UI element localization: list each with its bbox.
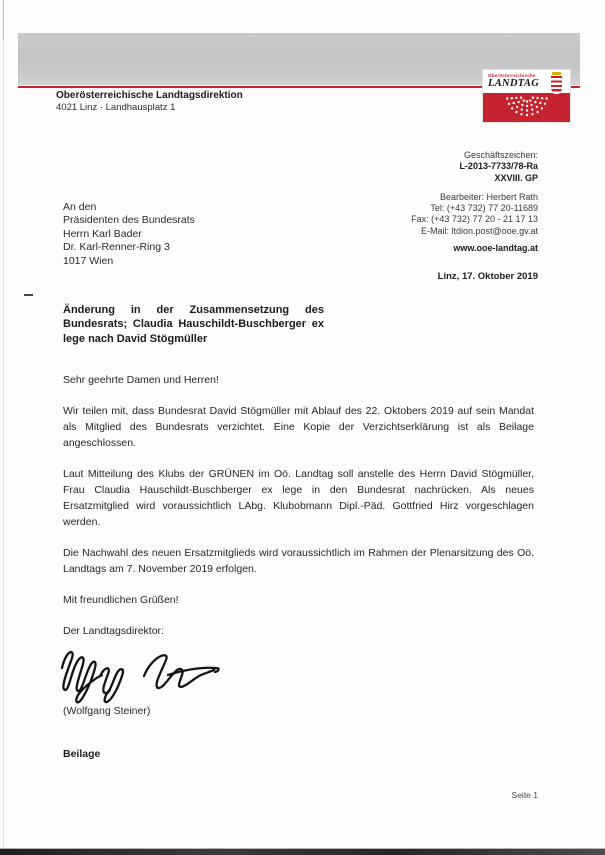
salutation: Sehr geehrte Damen und Herren! [63, 374, 219, 386]
contact-editor: Bearbeiter: Herbert Rath [439, 191, 538, 202]
website: www.ooe-landtag.at [453, 243, 538, 254]
handwritten-signature [56, 642, 241, 706]
closing-phrase: Mit freundlichen Grüßen! [63, 594, 179, 606]
landtag-logo [483, 70, 570, 122]
recipient-line: 1017 Wien [63, 254, 114, 267]
signer-name: (Wolfgang Steiner) [63, 705, 151, 717]
recipient-line: An den [63, 201, 97, 213]
fold-mark [24, 294, 33, 296]
page-number: Seite 1 [511, 790, 538, 800]
reference-label: Geschäftszeichen: [463, 150, 538, 160]
logo-seating-dots-icon [483, 93, 570, 122]
sender-block [56, 90, 243, 113]
paragraph: Laut Mitteilung des Klubs der GRÜNEN im Oö. Landtag soll anstelle des Herrn David Stögmüller, Frau Claudia Hauschildt-Buschberger ex lege in den Bundesrat nachrücken. Als neues Ersatzmitglied wird voraussichtlich LAbg. Klubobmann Dipl.-Päd. Gottfried Hirz vorgeschlagen werden. [63, 468, 534, 528]
paragraph: Wir teilen mit, dass Bundesrat David Stögmüller mit Ablauf des 22. Oktobers 2019 auf sein Mandat als Mitglied des Bundesrats verzichtet. Eine Kopie der Verzichtserklärung ist als Beilage angeschlossen. [63, 405, 534, 449]
scan-edge-artifact-top [3, 0, 4, 40]
enclosure-note: Beilage [63, 748, 101, 760]
subject-heading [63, 303, 324, 346]
subject-line: Bundesrats; Claudia Hauschildt-Buschberger ex [63, 318, 324, 331]
landtag-logo-top [483, 70, 570, 93]
logo-wordmark: LANDTAG [488, 78, 540, 89]
letter-body [63, 372, 534, 639]
contact-email: E-Mail: ltdion.post@ooe.gv.at [420, 225, 538, 236]
scan-bottom-bar [0, 848, 605, 855]
legislative-period: XXVIII. GP [494, 172, 538, 183]
logo-region-label: Oberösterreichische [488, 73, 536, 78]
scan-edge-artifact [3, 0, 4, 855]
subject-line: Änderung in der Zusammensetzung des [63, 304, 324, 316]
contact-fax: Fax: (+43 732) 77 20 - 21 17 13 [411, 214, 538, 225]
paragraph: Die Nachwahl des neuen Ersatzmitglieds wird voraussichtlich im Rahmen der Plenarsitzung des Oö. Landtags am 7. November 2019 erfolgen. [63, 547, 534, 575]
meta-block [411, 150, 538, 283]
sender-name: Oberösterreichische Landtagsdirektion [56, 90, 243, 101]
sender-address: 4021 Linz · Landhausplatz 1 [56, 101, 176, 113]
recipient-address [63, 201, 195, 268]
recipient-line: Dr. Karl-Renner-Ring 3 [63, 241, 170, 254]
reference-number: L-2013-7733/78-Ra [459, 161, 538, 172]
signer-title: Der Landtagsdirektor: [63, 625, 164, 637]
contact-phone: Tel: (+43 732) 77 20-11689 [430, 203, 538, 214]
recipient-line: Präsidenten des Bundesrats [63, 214, 195, 227]
subject-line: lege nach David Stögmüller [63, 332, 208, 345]
recipient-line: Herrn Karl Bader [63, 227, 142, 240]
dateline: Linz, 17. Oktober 2019 [437, 271, 538, 283]
coat-of-arms-icon [550, 72, 563, 96]
